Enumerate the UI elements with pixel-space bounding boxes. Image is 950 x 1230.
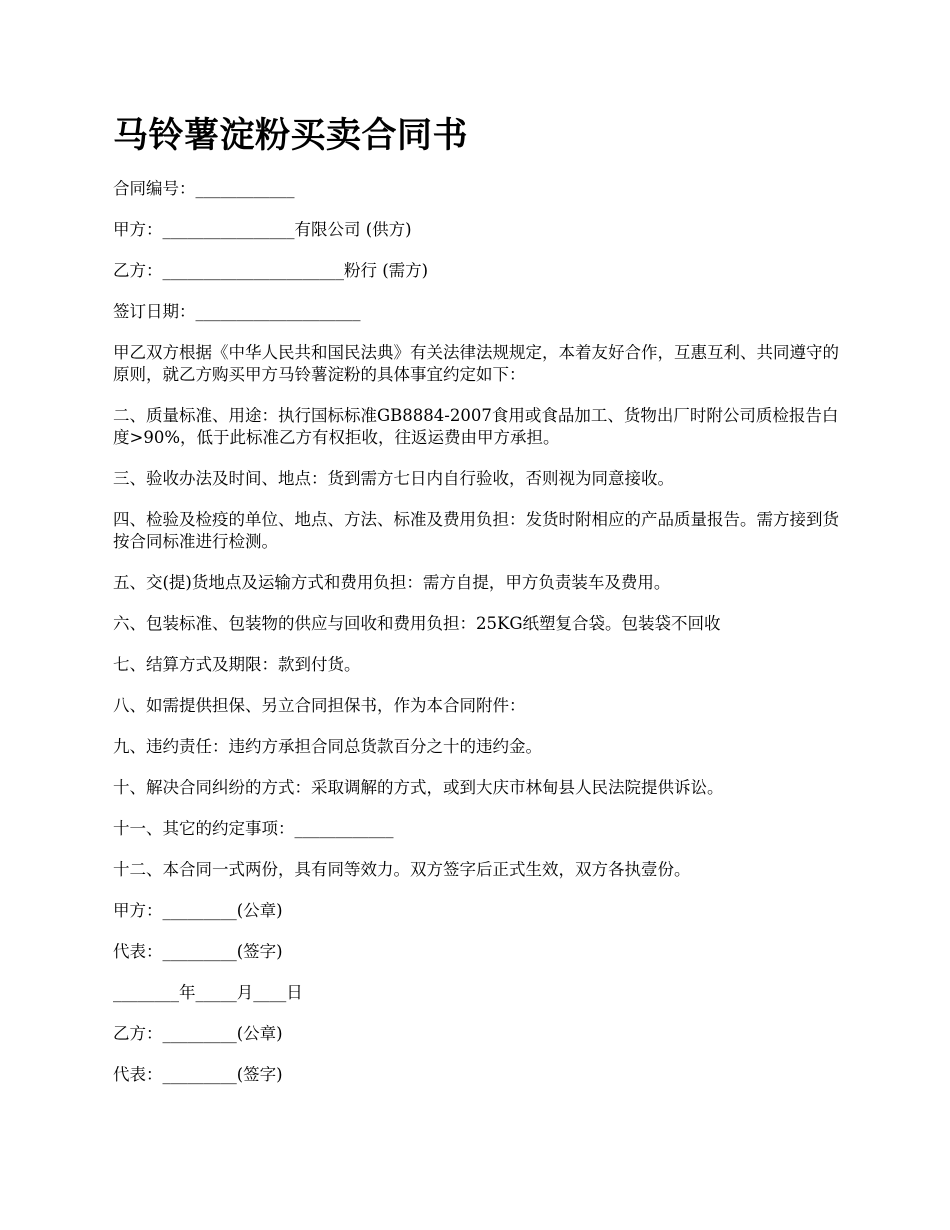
party-b-representative-line: 代表：_________(签字) <box>113 1065 283 1084</box>
preamble-paragraph: 甲乙双方根据《中华人民共和国民法典》有关法律法规规定，本着友好合作，互惠互利、共同遵守的原则，就乙方购买甲方马铃薯淀粉的具体事宜约定如下： <box>113 343 839 384</box>
party-a-line: 甲方：________________有限公司 (供方) <box>113 220 412 239</box>
document-body <box>113 178 843 1105</box>
clause-8-guarantee: 八、如需提供担保、另立合同担保书，作为本合同附件： <box>113 696 526 715</box>
contract-number-line: 合同编号：____________ <box>113 179 295 198</box>
clause-4-inspection: 四、检验及检疫的单位、地点、方法、标准及费用负担：发货时附相应的产品质量报告。需方接到货按合同标准进行检测。 <box>113 510 839 551</box>
document-title: 马铃薯淀粉买卖合同书 <box>113 116 469 156</box>
signing-date-line: 签订日期：____________________ <box>113 302 361 321</box>
party-a-seal-line: 甲方：_________(公章) <box>113 901 283 920</box>
party-b-seal-line: 乙方：_________(公章) <box>113 1024 283 1043</box>
party-a-representative-line: 代表：_________(签字) <box>113 942 283 961</box>
clause-10-disputes: 十、解决合同纠纷的方式：采取调解的方式，或到大庆市林甸县人民法院提供诉讼。 <box>113 778 724 797</box>
party-b-line: 乙方：______________________粉行 (需方) <box>113 261 429 280</box>
clause-7-settlement: 七、结算方式及期限：款到付货。 <box>113 655 361 674</box>
clause-3-acceptance: 三、验收办法及时间、地点：货到需方七日内自行验收，否则视为同意接收。 <box>113 469 674 488</box>
date-line: ________年_____月____日 <box>113 983 303 1002</box>
clause-5-delivery: 五、交(提)货地点及运输方式和费用负担：需方自提，甲方负责装车及费用。 <box>113 573 671 592</box>
clause-6-packaging: 六、包装标准、包装物的供应与回收和费用负担：25KG纸塑复合袋。包装袋不回收 <box>113 614 721 633</box>
clause-12-copies: 十二、本合同一式两份，具有同等效力。双方签字后正式生效，双方各执壹份。 <box>113 860 691 879</box>
clause-9-liability: 九、违约责任：违约方承担合同总货款百分之十的违约金。 <box>113 737 542 756</box>
clause-2-quality: 二、质量标准、用途：执行国标标准GB8884-2007食用或食品加工、货物出厂时附公司质检报告白度>90%，低于此标准乙方有权拒收，往返运费由甲方承担。 <box>113 406 839 447</box>
clause-11-other: 十一、其它的约定事项：____________ <box>113 819 394 838</box>
